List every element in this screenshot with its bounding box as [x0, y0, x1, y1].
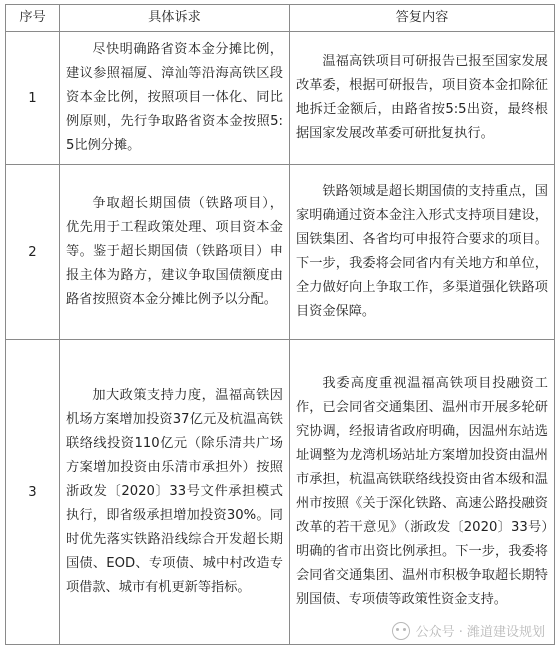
header-reply-content: 答复内容	[290, 5, 555, 32]
row-number: 3	[6, 340, 60, 645]
request-cell: 加大政策支持力度，温福高铁因机场方案增加投资37亿元及杭温高铁联络线投资110亿元（除乐清共广场方案增加投资由乐清市承担外）按照浙政发〔2020〕33号文件承担模式执行，即省级承担增加投资30%。同时优先落实铁路沿线综合开发超长期国债、EOD、专项债、城中村改造专项借款、城市有机更新等指标。	[60, 340, 290, 645]
row-number: 1	[6, 32, 60, 165]
table-row	[6, 165, 555, 340]
petition-reply-table	[5, 4, 555, 645]
watermark-text: 公众号 · 潍道建设规划	[415, 625, 545, 640]
table-header-row	[6, 5, 555, 32]
request-cell: 尽快明确路省资本金分摊比例，建议参照福厦、漳汕等沿海高铁区段资本金比例，按照项目一体化、同比例原则，先行争取路省资本金按照5:5比例分摊。	[60, 32, 290, 165]
reply-cell: 温福高铁项目可研报告已报至国家发展改革委，根据可研报告，项目资本金扣除征地拆迁金额后，由路省按5:5出资，最终根据国家发展改革委可研批复执行。	[290, 32, 555, 165]
table-row	[6, 340, 555, 645]
request-cell: 争取超长期国债（铁路项目），优先用于工程政策处理、项目资本金等。鉴于超长期国债（铁路项目）申报主体为路方，建议争取国债额度由路省按照资本金分摊比例予以分配。	[60, 165, 290, 340]
header-serial-number: 序号	[6, 5, 60, 32]
reply-cell: 我委高度重视温福高铁项目投融资工作，已会同省交通集团、温州市开展多轮研究协调，经报请省政府明确，因温州东站选址调整为龙湾机场站址方案增加投资由温州市承担，杭温高铁联络线投资由省本级和温州市按照《关于深化铁路、高速公路投融资改革的若干意见》（浙政发〔2020〕33号）明确的省市出资比例承担。下一步，我委将会同省交通集团、温州市积极争取超长期特别国债、专项债等政策性资金支持。	[290, 340, 555, 645]
row-number: 2	[6, 165, 60, 340]
header-specific-request: 具体诉求	[60, 5, 290, 32]
reply-cell: 铁路领域是超长期国债的支持重点，国家明确通过资本金注入形式支持项目建设，国铁集团、各省均可申报符合要求的项目。下一步，我委将会同省内有关地方和单位，全力做好向上争取工作，多渠道强化铁路项目资金保障。	[290, 165, 555, 340]
table-row	[6, 32, 555, 165]
